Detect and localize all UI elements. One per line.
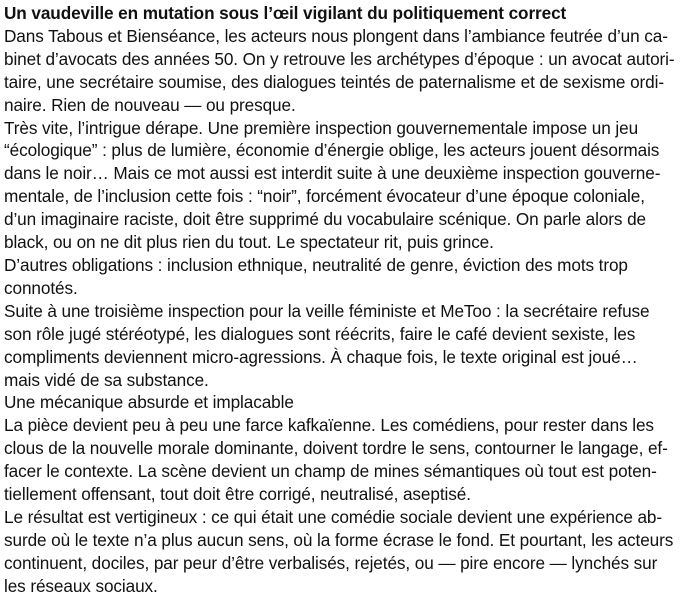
paragraph-3 xyxy=(4,254,696,300)
paragraph-line: connotés. xyxy=(4,277,78,298)
paragraph-line: tiellement offensant, tout doit être corrigé, neutralisé, aseptisé. xyxy=(4,484,471,505)
paragraph-line: son rôle jugé stéréotypé, les dialogues sont réécrits, faire le café devient sexiste, les xyxy=(4,323,636,344)
paragraph-line: clous de la nouvelle morale dominante, doivent tordre le sens, contourner le langage, ef- xyxy=(4,438,668,459)
paragraph-line: dans le noir… Mais ce mot aussi est interdit suite à une deuxième inspection gouverne- xyxy=(4,163,661,184)
paragraph-1 xyxy=(4,25,696,117)
paragraph-line: mentale, de l’inclusion cette fois : “noir”, forcément évocateur d’une époque coloniale, xyxy=(4,186,645,207)
paragraph-line: surde où le texte n’a plus aucun sens, où la forme écrase le fond. Et pourtant, les acteurs xyxy=(4,529,674,550)
section-subheading: Une mécanique absurde et implacable xyxy=(4,392,294,413)
paragraph-line: taire, une secrétaire soumise, des dialogues teintés de paternalisme et de sexisme ordi- xyxy=(4,71,664,92)
paragraph-line: black, ou on ne dit plus rien du tout. Le spectateur rit, puis grince. xyxy=(4,232,494,253)
paragraph-line: naire. Rien de nouveau — ou presque. xyxy=(4,94,296,115)
paragraph-line: Le résultat est vertigineux : ce qui était une comédie sociale devient une expérience ab- xyxy=(4,506,662,527)
paragraph-line: D’autres obligations : inclusion ethnique, neutralité de genre, éviction des mots trop xyxy=(4,254,628,275)
paragraph-line: facer le contexte. La scène devient un champ de mines sémantiques où tout est poten- xyxy=(4,461,657,482)
paragraph-line: binet d’avocats des années 50. On y retrouve les archétypes d’époque : un avocat autori- xyxy=(4,48,675,69)
paragraph-line: Suite à une troisième inspection pour la veille féministe et MeToo : la secrétaire refuse xyxy=(4,300,650,321)
paragraph-line: les réseaux sociaux. xyxy=(4,575,158,596)
paragraph-line: continuent, dociles, par peur d’être verbalisés, rejetés, ou — pire encore — lynchés sur xyxy=(4,552,658,573)
paragraph-2 xyxy=(4,117,696,254)
paragraph-line: Très vite, l’intrigue dérape. Une première inspection gouvernementale impose un jeu xyxy=(4,117,639,138)
paragraph-line: d’un imaginaire raciste, doit être supprimé du vocabulaire scénique. On parle alors de xyxy=(4,209,647,230)
paragraph-6 xyxy=(4,506,696,598)
paragraph-line: Dans Tabous et Bienséance, les acteurs nous plongent dans l’ambiance feutrée d’un ca- xyxy=(4,25,668,46)
paragraph-line: compliments deviennent micro-agressions. À chaque fois, le texte original est joué… xyxy=(4,346,638,367)
article-title: Un vaudeville en mutation sous l’œil vigilant du politiquement correct xyxy=(4,3,567,23)
paragraph-4 xyxy=(4,300,696,392)
paragraph-line: “écologique” : plus de lumière, économie d’énergie oblige, les acteurs jouent désormais xyxy=(4,140,660,161)
paragraph-line: mais vidé de sa substance. xyxy=(4,369,209,390)
paragraph-5 xyxy=(4,414,696,506)
paragraph-line: La pièce devient peu à peu une farce kafkaïenne. Les comédiens, pour rester dans les xyxy=(4,415,654,436)
